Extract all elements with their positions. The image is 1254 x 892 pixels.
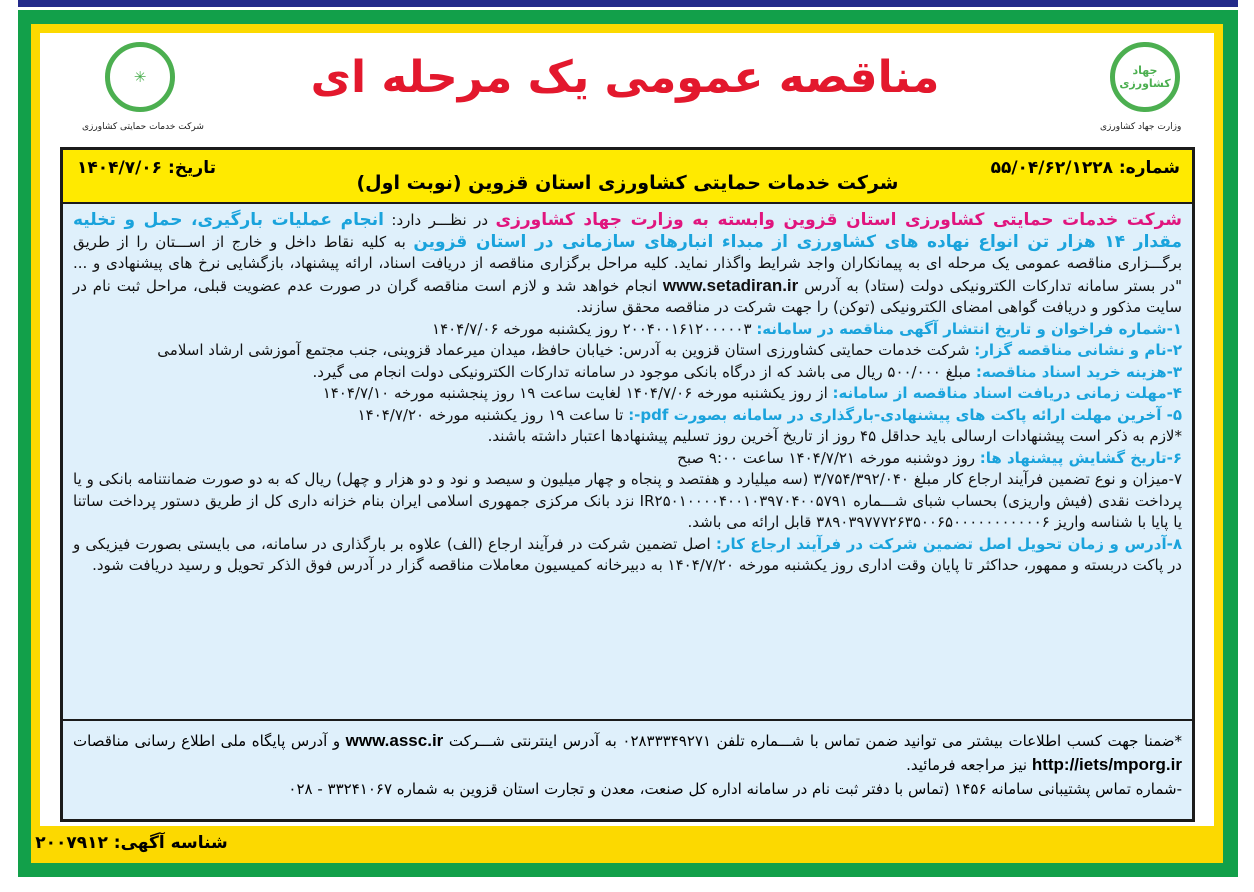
notice-footer [63, 719, 1192, 809]
company-logo-icon: ✳ [105, 42, 175, 112]
item-label: ۵- آخرین مهلت ارائه پاکت های پیشنهادی-بارگذاری در سامانه بصورت pdf-: [628, 405, 1182, 424]
notice-header [63, 150, 1192, 204]
tender-subject: انجام عملیات بارگیری، حمل و تخلیه مقدار ۱۴ هزار تن انواع نهاده های کشاورزی از مبداء انبارهای سازمانی در استان قزوین [73, 210, 1182, 252]
item-text: شرکت خدمات حمایتی کشاورزی استان قزوین به آدرس: خیابان حافظ، میدان میرعماد قزوینی، جنب مجتمع آموزشی ارشاد اسلامی [157, 341, 975, 359]
contact-text-3: نیز مراجعه فرمائید. [906, 756, 1032, 774]
notice-body [63, 204, 1192, 719]
setad-link[interactable]: www.setadiran.ir [662, 275, 799, 295]
item-text: اصل تضمین شرکت در فرآیند ارجاع (الف) علاوه بر بارگذاری در سامانه، می بایستی بصورت فیزیکی و در پاکت دربسته و ممهور، حداکثر تا پایان وقت اداری روز یکشنبه مورخه ۱۴۰۴/۷/۲۰ به دبیرخانه کمیسیون معاملات مناقصه گزار در آدرس فوق الذکر تحویل و رسید دریافت شود. [73, 534, 1182, 574]
assc-link[interactable]: www.assc.ir [345, 731, 444, 750]
ministry-logo-icon [1110, 42, 1180, 112]
item-6 [73, 448, 1182, 470]
item-label: ۳-هزینه خرید اسناد مناقصه: [975, 362, 1182, 381]
item-text: مبلغ ۵۰۰/۰۰۰ ریال می باشد که از درگاه بانکی موجود در سامانه تدارکات الکترونیکی دولت انجام می گیرد. [312, 362, 976, 381]
contact-text-1: *ضمنا جهت کسب اطلاعات بیشتر می توانید ضمن تماس با شـــماره تلفن ۰۲۸۳۳۳۴۹۲۷۱ به آدرس اینترنتی شـــرکت [443, 732, 1182, 750]
iets-link[interactable]: http://iets/mporg.ir [1031, 755, 1182, 774]
contact-text-2: و آدرس پایگاه ملی اطلاع رسانی مناقصات [73, 732, 346, 750]
intro-text-1: در نظـــر دارد: [383, 211, 496, 229]
item-7: ۷-میزان و نوع تضمین فرآیند ارجاع کار مبلغ ۳/۷۵۴/۳۹۲/۰۴۰ (سه میلیارد و هفتصد و پنجاه و چهار میلیون و سیصد و نود و دو هزار و چهل) ریال که به دو صورت ضمانتنامه بانکی و یا پرداخت نقدی (فیش واریزی) بحساب شبای شـــماره IR۲۵۰۱۰۰۰۰۴۰۰۱۰۳۹۷۰۴۰۰۵۷۹۱ نزد بانک مرکزی جمهوری اسلامی ایران بنام خزانه داری کل از طریق دستور پرداخت ساتنا یا پایا با شناسه واریز ۳۸۹۰۳۹۷۷۷۲۶۳۵۰۰۶۵۰۰۰۰۰۰۰۰۰۰۰۶ قابل ارائه می باشد. [73, 470, 1182, 531]
page-title: مناقصه عمومی یک مرحله ای [310, 52, 940, 103]
item-label: ۶-تاریخ گشایش پیشنهاد ها: [979, 448, 1182, 467]
company-logo-caption: شرکت خدمات حمایتی کشاورزی [82, 122, 204, 132]
contact-info [73, 729, 1182, 777]
intro-text-3: انجام خواهد شد و لازم است مناقصه گران در صورت عدم عضویت قبلی، مراحل ثبت نام در سایت مذکور و دریافت گواهی امضای الکترونیکی (توکن) را جهت شرکت در مناقصه محقق سازند. [73, 276, 1182, 316]
validity-note: *لازم به ذکر است پیشنهادات ارسالی باید حداقل ۴۵ روز از تاریخ آخرین روز تسلیم پیشنهادها اعتبار داشته باشند. [487, 427, 1182, 445]
ministry-logo-caption: وزارت جهاد کشاورزی [1100, 122, 1182, 132]
item-label: ۲-نام و نشانی مناقصه گزار: [974, 341, 1182, 359]
item-text: از روز یکشنبه مورخه ۱۴۰۴/۷/۰۶ لغایت ساعت ۱۹ روز پنجشنبه مورخه ۱۴۰۴/۷/۱۰ [322, 384, 833, 402]
item-text: روز دوشنبه مورخه ۱۴۰۴/۷/۲۱ ساعت ۹:۰۰ صبح [677, 448, 980, 467]
date-label: تاریخ: [167, 158, 216, 178]
number-label: شماره: [1118, 158, 1180, 178]
item-1 [73, 319, 1182, 341]
item-3 [73, 362, 1182, 384]
ad-id-badge: شناسه آگهی: ۲۰۰۷۹۱۲ [33, 827, 230, 860]
item-2 [73, 340, 1182, 362]
item-text: تا ساعت ۱۹ روز یکشنبه مورخه ۱۴۰۴/۷/۲۰ [357, 405, 629, 424]
company-name: شرکت خدمات حمایتی کشاورزی استان قزوین (نوبت اول) [356, 172, 899, 194]
item-8 [73, 534, 1182, 577]
item-4 [73, 383, 1182, 405]
ministry-logo-text: جهاد کشاورزی [1119, 64, 1171, 90]
item-text: ۲۰۰۴۰۰۱۶۱۲۰۰۰۰۰۳ روز یکشنبه مورخه ۱۴۰۴/۷/۰۶ [432, 319, 757, 338]
date-value: ۱۴۰۴/۷/۰۶ [77, 158, 163, 178]
intro-paragraph [73, 210, 1182, 319]
number-value: ۵۵/۰۴/۶۲/۱۲۲۸ [990, 158, 1113, 178]
item-label: ۱-شماره فراخوان و تاریخ انتشار آگهی مناقصه در سامانه: [756, 319, 1182, 338]
top-bar [18, 0, 1238, 7]
support-info: -شماره تماس پشتیبانی سامانه ۱۴۵۶ (تماس با دفتر ثبت نام در سامانه اداره کل صنعت، معدن و تجارت استان قزوین به شماره ۳۳۲۴۱۰۶۷ - ۰۲۸ [288, 780, 1182, 798]
org-name: شرکت خدمات حمایتی کشاورزی استان قزوین وابسته به وزارت جهاد کشاورزی [495, 210, 1182, 230]
intro-text-2: به کلیه نقاط داخل و خارج از اســـتان را از طریق برگـــزاری مناقصه عمومی یک مرحله ای به پیمانکاران واجد شرایط واگذار نماید. کلیه مراحل برگزاری مناقصه از دریافت اسناد، ارائه پیشنهاد، بازگشایی نرخ های پیشنهادی و ... "در بستر سامانه تدارکات الکترونیکی دولت (ستاد) به آدرس [73, 232, 1182, 295]
item-5 [73, 405, 1182, 427]
item-label: ۴-مهلت زمانی دریافت اسناد مناقصه از سامانه: [832, 384, 1182, 402]
notice-box [60, 147, 1195, 822]
item-label: ۸-آدرس و زمان تحویل اصل تضمین شرکت در فرآیند ارجاع کار: [715, 534, 1182, 553]
